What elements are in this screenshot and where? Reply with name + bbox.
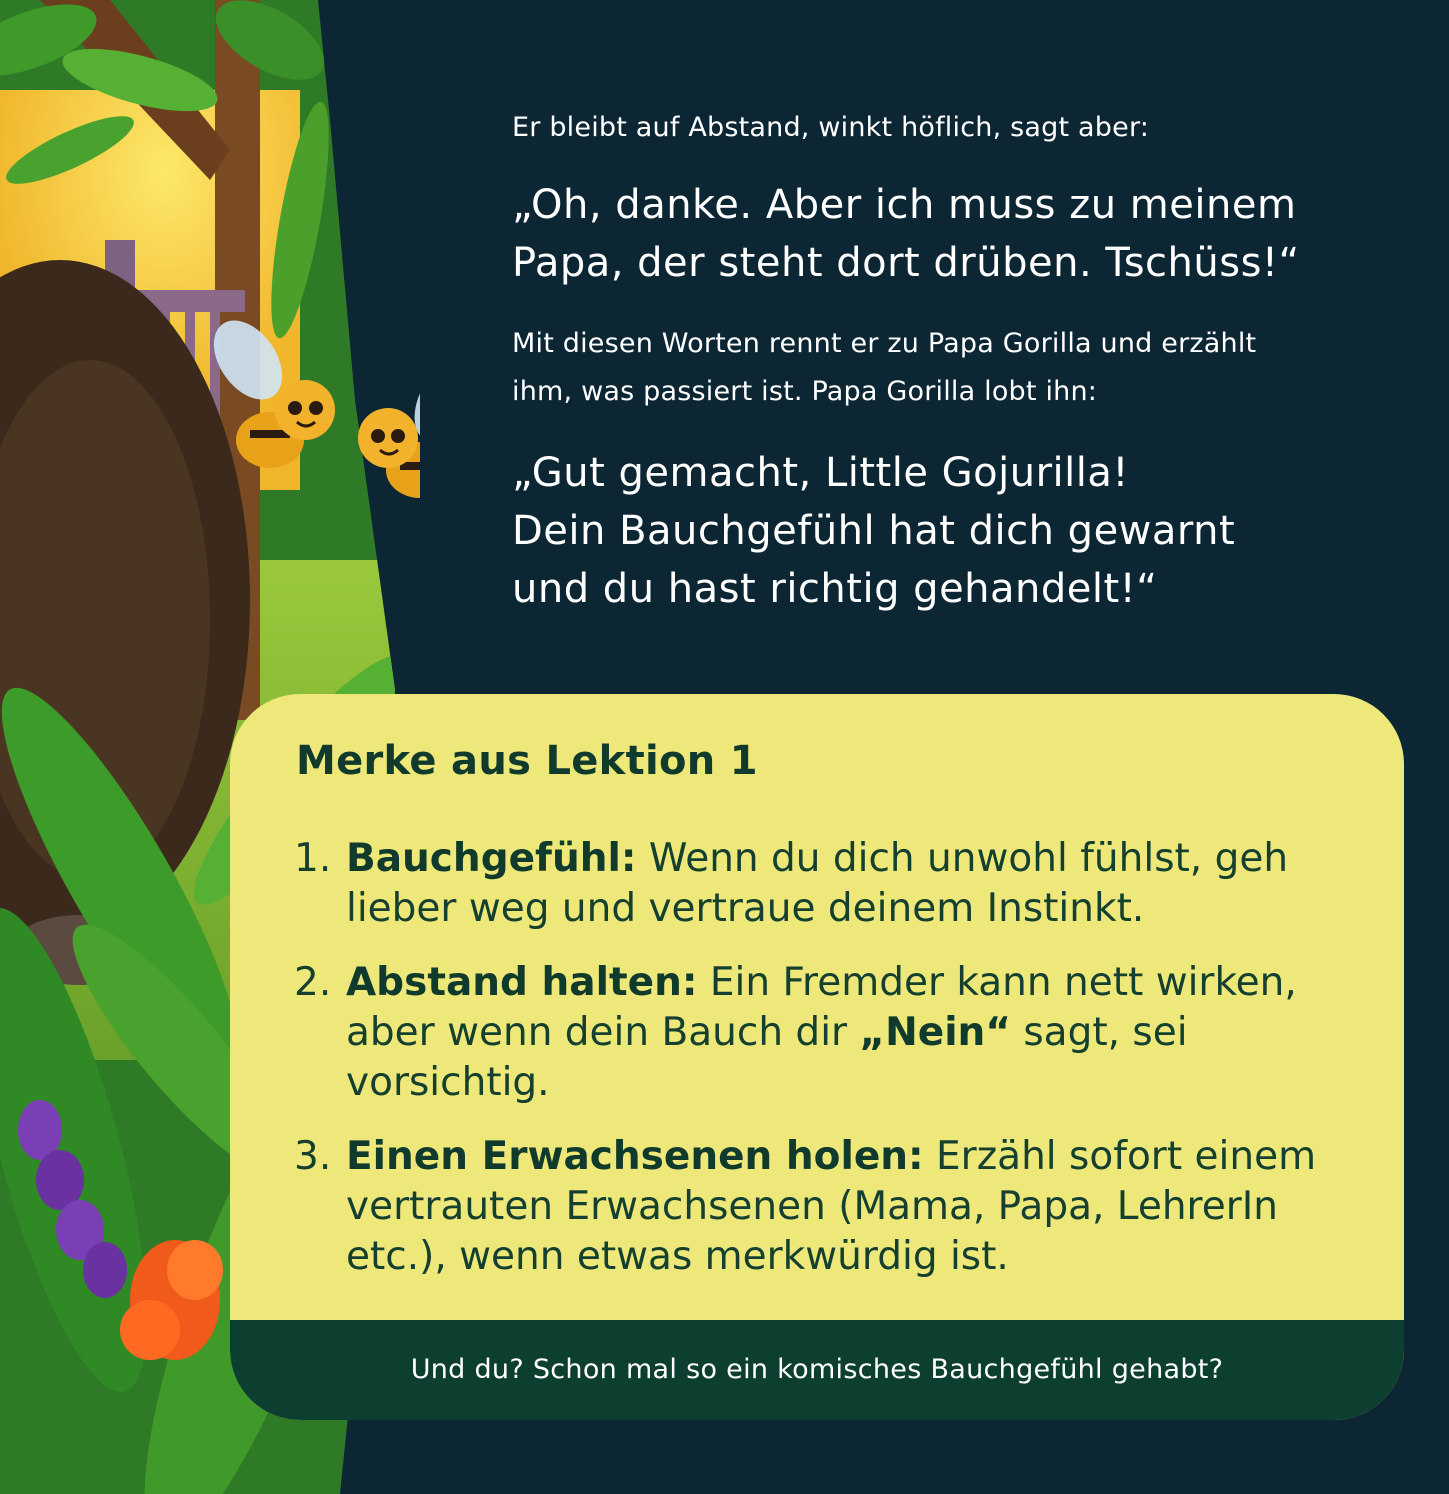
story-quote xyxy=(512,444,1372,618)
story-paragraph xyxy=(512,320,1372,416)
lesson-term: Abstand halten: xyxy=(346,960,698,1005)
lesson-card xyxy=(230,694,1404,1420)
quote-line: „Oh, danke. Aber ich muss zu meinem xyxy=(512,182,1297,228)
story-paragraph: Er bleibt auf Abstand, winkt höflich, sagt aber: xyxy=(512,112,1150,143)
lesson-text: Ein Fremder kann nett wirken, aber wenn dein Bauch dir xyxy=(346,960,1297,1055)
lesson-term: Bauchgefühl: xyxy=(346,836,637,881)
lesson-text: sagt, sei vorsichtig. xyxy=(346,1010,1188,1105)
quote-line: Papa, der steht dort drüben. Tschüss!“ xyxy=(512,240,1300,286)
lesson-item xyxy=(294,958,1374,1108)
quote-line: und du hast richtig gehandelt!“ xyxy=(512,566,1158,612)
quote-line: „Gut gemacht, Little Gojurilla! xyxy=(512,450,1129,496)
lesson-list xyxy=(294,834,1374,1306)
card-footer-question: Und du? Schon mal so ein komisches Bauchgefühl gehabt? xyxy=(230,1320,1404,1420)
lesson-emphasis: „Nein“ xyxy=(859,1010,1011,1055)
lesson-title: Merke aus Lektion 1 xyxy=(296,738,758,784)
lesson-item xyxy=(294,834,1374,934)
lesson-number: 2. xyxy=(294,960,332,1005)
lesson-text: Erzähl sofort einem vertrauten Erwachsenen (Mama, Papa, LehrerIn etc.), wenn etwas merkwürdig ist. xyxy=(346,1134,1317,1279)
lesson-item xyxy=(294,1132,1374,1282)
bee-icon xyxy=(358,346,420,498)
lesson-number: 3. xyxy=(294,1134,332,1179)
lesson-text: Wenn du dich unwohl fühlst, geh lieber weg und vertraue deinem Instinkt. xyxy=(346,836,1289,931)
story-quote xyxy=(512,176,1300,292)
lesson-term: Einen Erwachsenen holen: xyxy=(346,1134,924,1179)
paragraph-line: ihm, was passiert ist. Papa Gorilla lobt ihn: xyxy=(512,376,1098,407)
paragraph-line: Mit diesen Worten rennt er zu Papa Gorilla und erzählt xyxy=(512,328,1257,359)
quote-line: Dein Bauchgefühl hat dich gewarnt xyxy=(512,508,1236,554)
lesson-number: 1. xyxy=(294,836,332,881)
